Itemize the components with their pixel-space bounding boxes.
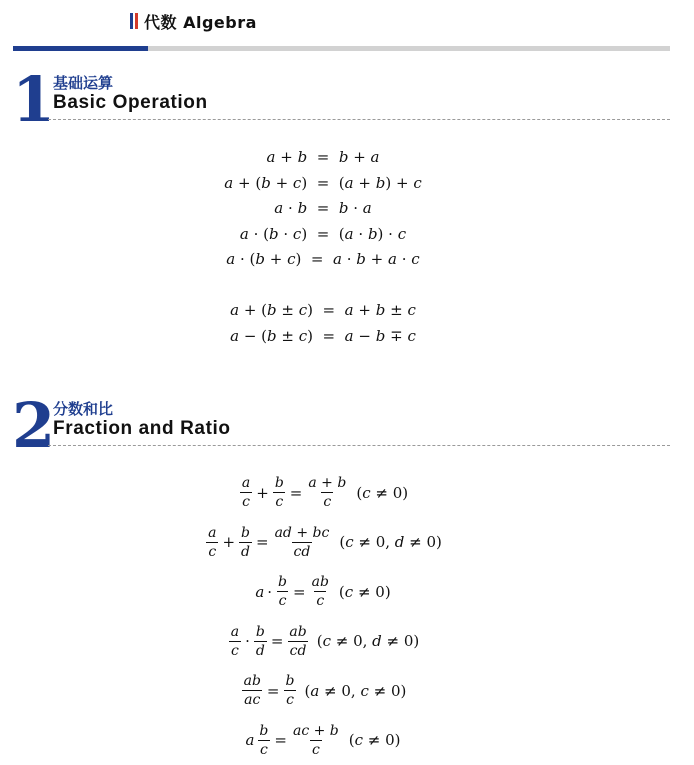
denominator: c [310, 740, 322, 759]
denominator: d [254, 641, 267, 660]
denominator: ac [242, 690, 262, 709]
numerator: b [273, 474, 286, 492]
fraction [240, 474, 252, 511]
denominator: c [284, 690, 296, 709]
denominator: d [239, 542, 252, 561]
numerator: a [229, 623, 241, 641]
numerator: a + b [306, 474, 348, 492]
numerator: b [239, 524, 252, 542]
fraction [242, 672, 263, 709]
page-header [130, 10, 257, 32]
denominator: c [314, 591, 326, 610]
equals-sign: = [290, 484, 303, 502]
header-rule [13, 46, 670, 51]
fraction [273, 474, 286, 511]
equation: a · b = b · a [0, 196, 646, 222]
equation: a − (b ± c) = a − b ∓ c [0, 324, 646, 350]
denominator: cd [292, 542, 313, 561]
numerator: b [254, 623, 267, 641]
equals-sign: = [274, 731, 287, 749]
header-flag-icon [130, 13, 138, 29]
denominator: c [229, 641, 241, 660]
equals-sign: = [256, 533, 269, 551]
fraction-rule [0, 666, 646, 716]
section-2-heading [12, 396, 670, 456]
condition: (c ≠ 0) [339, 583, 391, 601]
fraction [257, 722, 270, 759]
fraction-rule [0, 468, 646, 518]
section-title-cn: 基础运算 [53, 72, 113, 93]
numerator: ab [310, 573, 331, 591]
header-rule-accent [13, 46, 148, 51]
numerator: b [284, 672, 297, 690]
fraction [284, 672, 297, 709]
condition: (c ≠ 0, d ≠ 0) [339, 533, 442, 551]
numerator: ab [242, 672, 263, 690]
operator: · [267, 583, 272, 601]
section-number: 1 [12, 70, 55, 130]
equals-sign: = [267, 682, 280, 700]
fraction-rule [0, 716, 646, 765]
denominator: c [258, 740, 270, 759]
equals-sign: = [271, 632, 284, 650]
fraction [239, 524, 252, 561]
fraction [287, 623, 308, 660]
numerator: a [206, 524, 218, 542]
fraction-rule [0, 617, 646, 667]
equals-sign: = [293, 583, 306, 601]
variable: a [255, 583, 264, 601]
page-title: 代数 Algebra [144, 10, 257, 33]
fraction [254, 623, 267, 660]
equation: a · (b + c) = a · b + a · c [0, 247, 646, 273]
condition: (a ≠ 0, c ≠ 0) [304, 682, 406, 700]
condition: (c ≠ 0, d ≠ 0) [317, 632, 420, 650]
denominator: c [206, 542, 218, 561]
denominator: cd [288, 641, 309, 660]
numerator: b [257, 722, 270, 740]
fraction [310, 573, 331, 610]
condition: (c ≠ 0) [349, 731, 401, 749]
operator: + [256, 484, 269, 502]
denominator: c [273, 492, 285, 511]
basic-operation-equations [0, 145, 646, 349]
fraction [273, 524, 332, 561]
section-title-en: Fraction and Ratio [53, 418, 231, 440]
denominator: c [240, 492, 252, 511]
numerator: a [240, 474, 252, 492]
equation: a + (b + c) = (a + b) + c [0, 171, 646, 197]
section-divider [48, 445, 670, 446]
equation-spacer [0, 273, 646, 299]
numerator: ad + bc [273, 524, 332, 542]
section-title-en: Basic Operation [53, 92, 208, 114]
equation: a + b = b + a [0, 145, 646, 171]
fraction-rules [0, 468, 646, 765]
condition: (c ≠ 0) [356, 484, 408, 502]
equation: a + (b ± c) = a + b ± c [0, 298, 646, 324]
fraction-rule [0, 567, 646, 617]
section-number: 2 [12, 396, 55, 456]
section-title-cn: 分数和比 [53, 398, 113, 419]
fraction [306, 474, 348, 511]
fraction [276, 573, 289, 610]
variable: a [245, 731, 254, 749]
denominator: c [321, 492, 333, 511]
numerator: ac + b [291, 722, 341, 740]
fraction-rule [0, 518, 646, 568]
denominator: c [277, 591, 289, 610]
equation: a · (b · c) = (a · b) · c [0, 222, 646, 248]
section-divider [48, 119, 670, 120]
operator: + [222, 533, 235, 551]
numerator: b [276, 573, 289, 591]
fraction [291, 722, 341, 759]
fraction [229, 623, 241, 660]
section-1-heading [12, 70, 670, 130]
numerator: ab [287, 623, 308, 641]
fraction [206, 524, 218, 561]
operator: · [245, 632, 250, 650]
